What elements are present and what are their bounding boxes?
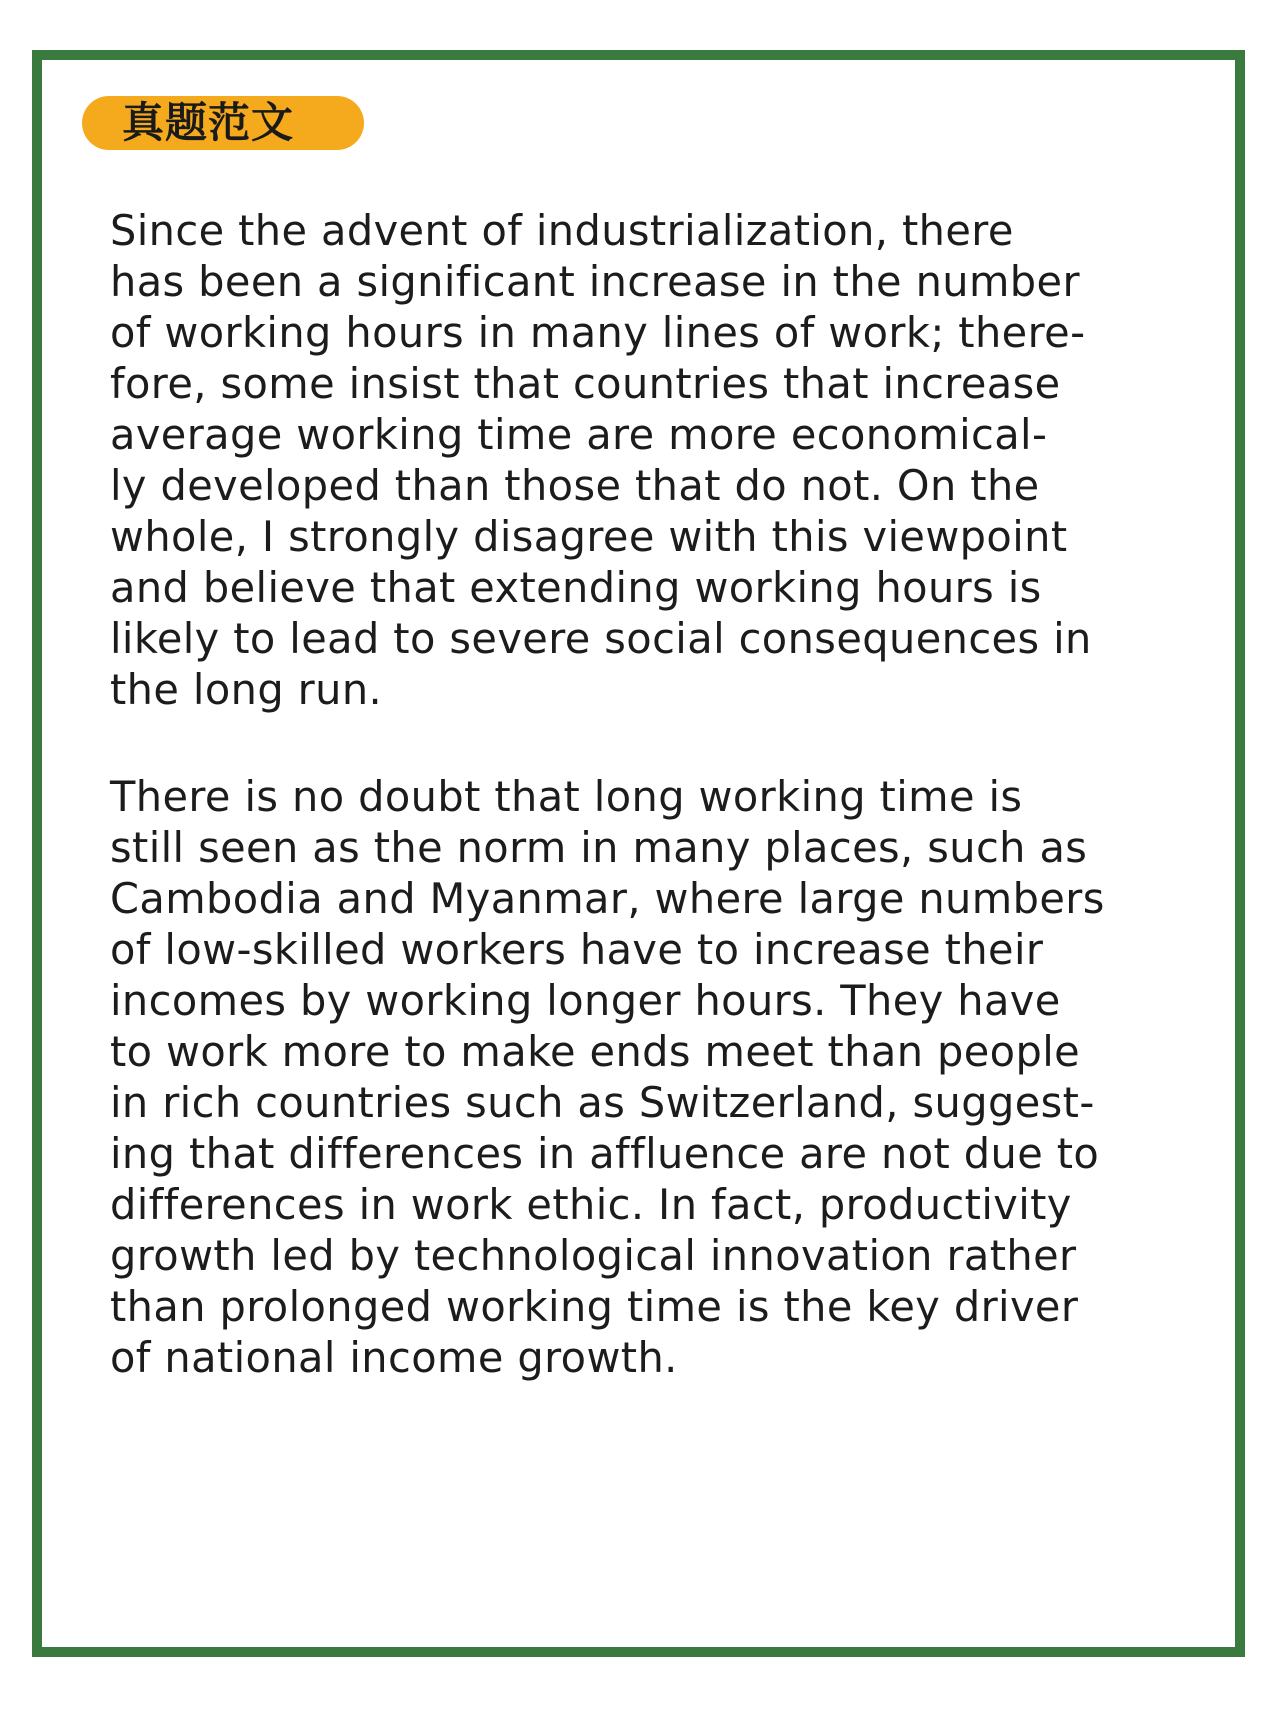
paragraph-line: differences in work ethic. In fact, productivity <box>110 1180 1072 1229</box>
paragraph-line: There is no doubt that long working time is <box>110 772 1023 821</box>
paragraph-line: in rich countries such as Switzerland, suggest- <box>110 1078 1095 1127</box>
section-badge: 真题范文 <box>82 96 364 150</box>
paragraph-line: of national income growth. <box>110 1333 678 1382</box>
paragraph-line: has been a significant increase in the number <box>110 257 1080 306</box>
paragraph-line: Since the advent of industrialization, there <box>110 206 1014 255</box>
paragraph-line: whole, I strongly disagree with this viewpoint <box>110 512 1068 561</box>
paragraph-line: still seen as the norm in many places, such as <box>110 823 1088 872</box>
paragraph-line: average working time are more economical- <box>110 410 1048 459</box>
paragraph-line: of low-skilled workers have to increase their <box>110 925 1044 974</box>
paragraph-2 <box>110 771 1190 1383</box>
paragraph-line: than prolonged working time is the key driver <box>110 1282 1079 1331</box>
paragraph-line: ing that differences in affluence are not due to <box>110 1129 1100 1178</box>
paragraph-line: of working hours in many lines of work; there- <box>110 308 1086 357</box>
paragraph-line: ly developed than those that do not. On the <box>110 461 1040 510</box>
paragraph-line: Cambodia and Myanmar, where large numbers <box>110 874 1105 923</box>
paragraph-line: and believe that extending working hours is <box>110 563 1042 612</box>
paragraph-line: incomes by working longer hours. They have <box>110 976 1061 1025</box>
paragraph-line: to work more to make ends meet than people <box>110 1027 1081 1076</box>
paragraph-line: growth led by technological innovation rather <box>110 1231 1077 1280</box>
paragraph-line: the long run. <box>110 665 383 714</box>
paragraph-line: likely to lead to severe social consequences in <box>110 614 1092 663</box>
essay-body <box>110 205 1190 1383</box>
paragraph-line: fore, some insist that countries that increase <box>110 359 1061 408</box>
paragraph-1 <box>110 205 1190 715</box>
